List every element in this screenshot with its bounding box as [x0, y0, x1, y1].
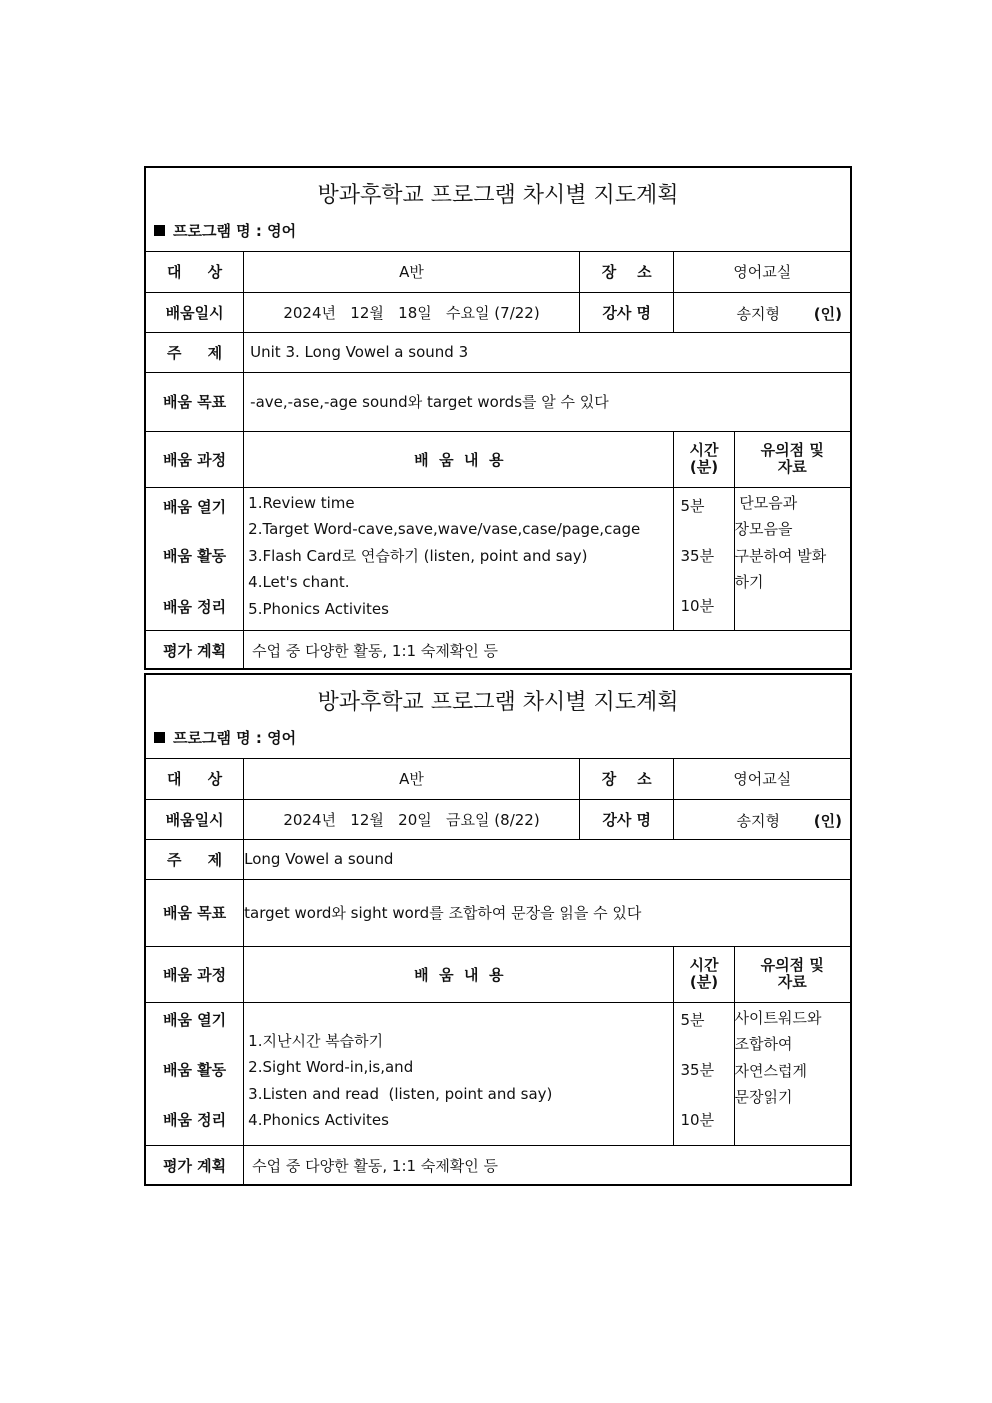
stage-closing: 배움 정리	[162, 1110, 227, 1129]
row-process-header	[146, 946, 850, 1002]
content-item: 1.지난시간 복습하기	[248, 1031, 384, 1050]
plan-header	[146, 168, 850, 252]
notes-cell	[734, 1002, 850, 1145]
content-item: 1.Review time	[248, 493, 355, 512]
time-value: 10분	[680, 1110, 715, 1129]
note-line: 자연스럽게	[734, 1061, 807, 1080]
teacher-label: 강사 명	[579, 799, 674, 839]
place-value: 영어교실	[674, 252, 850, 292]
content-item: 3.Flash Card로 연습하기 (listen, point and say)	[248, 546, 588, 565]
row-topic	[146, 839, 850, 879]
time-label-line1: 시간	[689, 956, 719, 974]
notes-label-line1: 유의점 및	[760, 441, 824, 459]
teacher-name: 송지형	[736, 811, 780, 830]
seal-mark: (인)	[813, 304, 842, 323]
row-process-body	[146, 487, 850, 630]
target-value: A반	[244, 252, 580, 292]
topic-value: Unit 3. Long Vowel a sound 3	[244, 332, 850, 372]
process-label: 배움 과정	[146, 946, 244, 1002]
stage-opening: 배움 열기	[162, 497, 227, 516]
stage-activity: 배움 활동	[162, 1060, 227, 1079]
square-bullet-icon	[154, 732, 165, 743]
stages-cell	[146, 1002, 244, 1145]
eval-value: 수업 중 다양한 활동, 1:1 숙제확인 등	[244, 1145, 850, 1185]
content-item: 3.Listen and read (listen, point and say)	[248, 1084, 553, 1103]
note-line: 구분하여 발화	[734, 546, 827, 565]
topic-label: 주 제	[146, 332, 244, 372]
contents-cell	[244, 487, 674, 630]
date-value: 2024년 12월 20일 금요일 (8/22)	[244, 799, 580, 839]
row-process-header	[146, 431, 850, 487]
note-line: 조합하여	[734, 1035, 793, 1053]
target-value: A반	[244, 759, 580, 799]
content-item: 2.Sight Word-in,is,and	[248, 1058, 414, 1076]
place-label: 장 소	[579, 252, 674, 292]
time-value: 35분	[680, 1060, 715, 1079]
notes-label-line1: 유의점 및	[760, 956, 824, 974]
notes-label-line2: 자료	[777, 458, 807, 476]
notes-label	[734, 431, 850, 487]
teacher-cell	[674, 799, 850, 839]
plan-table	[146, 759, 850, 1185]
process-label: 배움 과정	[146, 431, 244, 487]
row-goal	[146, 372, 850, 431]
row-process-body	[146, 1002, 850, 1145]
topic-label: 주 제	[146, 839, 244, 879]
place-value: 영어교실	[674, 759, 850, 799]
content-label: 배 움 내 용	[244, 946, 674, 1002]
date-label: 배움일시	[146, 799, 244, 839]
eval-value: 수업 중 다양한 활동, 1:1 숙제확인 등	[244, 630, 850, 670]
lesson-plan-1	[144, 166, 852, 670]
goal-value: -ave,-ase,-age sound와 target words를 알 수 있다	[244, 372, 850, 431]
content-item: 2.Target Word-cave,save,wave/vase,case/page,cage	[248, 520, 641, 538]
program-name-text: 프로그램 명 : 영어	[173, 222, 297, 240]
content-label: 배 움 내 용	[244, 431, 674, 487]
goal-label: 배움 목표	[146, 372, 244, 431]
note-line: 장모음을	[734, 520, 793, 538]
date-value: 2024년 12월 18일 수요일 (7/22)	[244, 292, 580, 332]
plan-table	[146, 252, 850, 670]
seal-mark: (인)	[813, 811, 842, 830]
time-value: 10분	[680, 596, 715, 615]
stage-activity: 배움 활동	[162, 546, 227, 565]
stage-closing: 배움 정리	[162, 597, 227, 616]
time-label	[674, 946, 734, 1002]
goal-value: target word와 sight word를 조합하여 문장을 읽을 수 있다	[244, 879, 850, 946]
row-goal	[146, 879, 850, 946]
note-line: 사이트워드와	[734, 1008, 822, 1027]
plan-header	[146, 675, 850, 759]
row-date	[146, 292, 850, 332]
teacher-name: 송지형	[736, 304, 780, 323]
program-name-text: 프로그램 명 : 영어	[173, 729, 297, 747]
plan-title: 방과후학교 프로그램 차시별 지도계획	[317, 183, 679, 208]
plan-title: 방과후학교 프로그램 차시별 지도계획	[317, 690, 679, 715]
notes-label-line2: 자료	[777, 973, 807, 991]
times-cell	[674, 487, 734, 630]
target-label: 대 상	[146, 759, 244, 799]
notes-cell	[734, 487, 850, 630]
time-value: 5분	[680, 496, 705, 515]
eval-label: 평가 계획	[146, 630, 244, 670]
time-label-line2: (분)	[689, 458, 719, 476]
place-label: 장 소	[579, 759, 674, 799]
row-target	[146, 759, 850, 799]
row-eval	[146, 630, 850, 670]
times-cell	[674, 1002, 734, 1145]
target-label: 대 상	[146, 252, 244, 292]
time-label	[674, 431, 734, 487]
contents-cell	[244, 1002, 674, 1145]
content-item: 4.Let's chant.	[248, 573, 350, 591]
stage-opening: 배움 열기	[162, 1010, 227, 1029]
time-label-line2: (분)	[689, 973, 719, 991]
note-line: 문장읽기	[734, 1088, 793, 1106]
content-item: 5.Phonics Activites	[248, 599, 389, 618]
notes-label	[734, 946, 850, 1002]
content-item: 4.Phonics Activites	[248, 1111, 389, 1129]
program-name	[154, 220, 296, 241]
note-line: 단모음과	[734, 493, 798, 512]
lesson-plan-2	[144, 673, 852, 1186]
row-date	[146, 799, 850, 839]
teacher-label: 강사 명	[579, 292, 674, 332]
date-label: 배움일시	[146, 292, 244, 332]
row-eval	[146, 1145, 850, 1185]
time-value: 5분	[680, 1010, 705, 1029]
program-name	[154, 727, 296, 748]
eval-label: 평가 계획	[146, 1145, 244, 1185]
teacher-cell	[674, 292, 850, 332]
topic-value: Long Vowel a sound	[244, 839, 850, 879]
row-topic	[146, 332, 850, 372]
square-bullet-icon	[154, 225, 165, 236]
row-target	[146, 252, 850, 292]
time-value: 35분	[680, 546, 715, 565]
time-label-line1: 시간	[689, 441, 719, 459]
goal-label: 배움 목표	[146, 879, 244, 946]
note-line: 하기	[734, 573, 764, 591]
stages-cell	[146, 487, 244, 630]
